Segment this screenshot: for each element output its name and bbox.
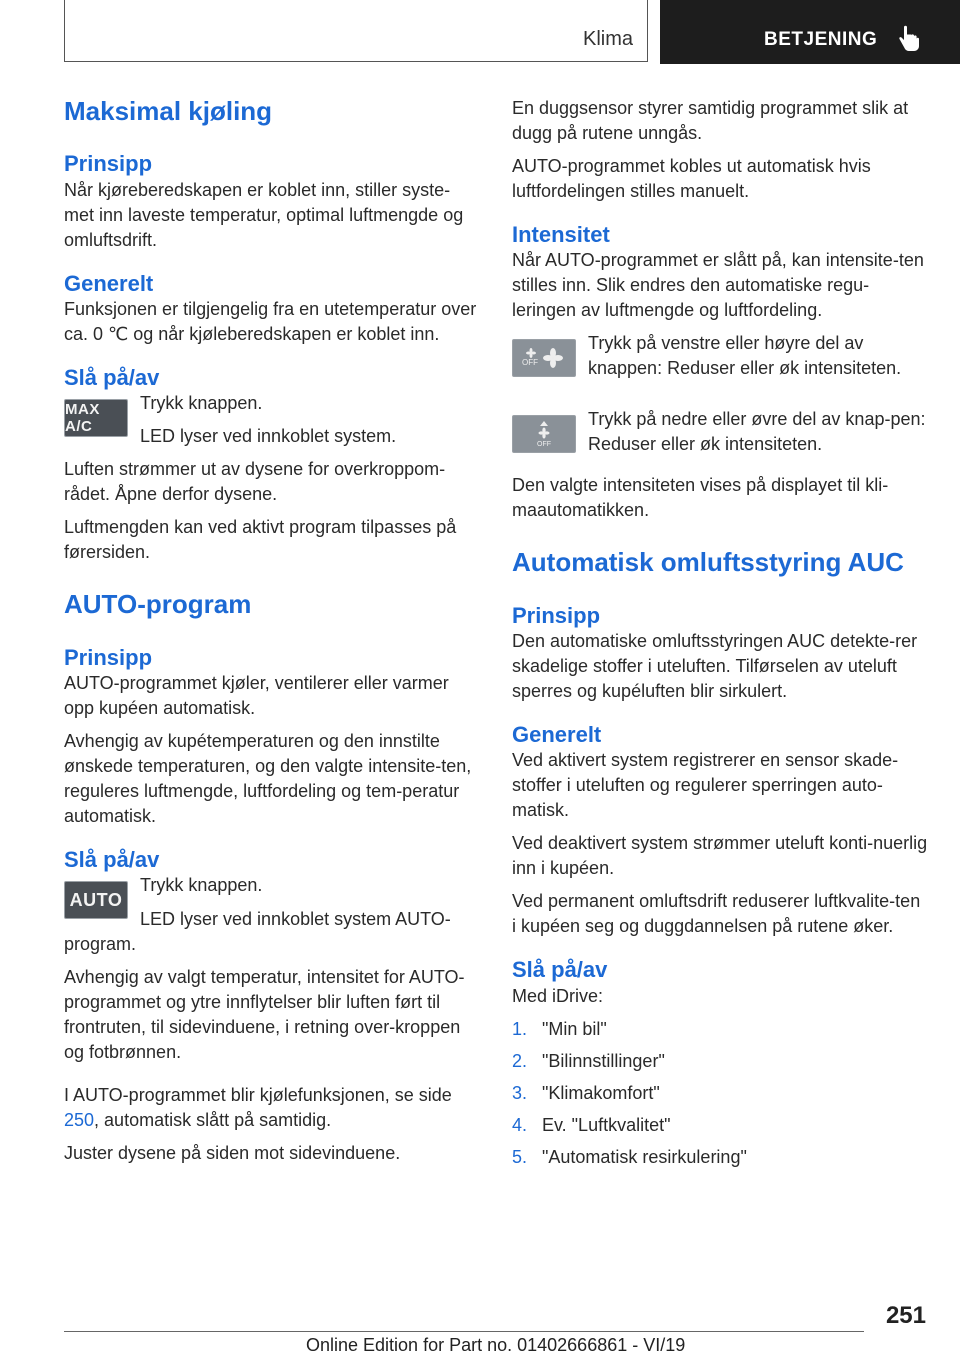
paragraph: Trykk på nedre eller øvre del av knap-pen: Reduser eller øk intensiteten.: [588, 409, 926, 455]
subheading-intensitet: Intensitet: [512, 222, 610, 247]
paragraph: Avhengig av valgt temperatur, intensitet for AUTO-programmet og ytre innflytelser blir luften ført til frontruten, til sidevinduene, i retning over-kroppen og fotbrønnen.: [64, 967, 465, 1063]
footer-divider: [64, 1331, 864, 1332]
subheading-slaa-paa-av: Slå på/av: [64, 846, 160, 872]
paragraph: Funksjonen er tilgjengelig fra en utetemperatur over ca. 0 ℃ og når kjøleberedskapen er koblet inn.: [64, 298, 477, 344]
step-number: 5.: [512, 1146, 528, 1167]
paragraph: Avhengig av kupétemperaturen og den innstilte ønskede temperaturen, og den valgte intensite-ten, reguleres luftmengde, luftfordeling og tem-peratur automatisk.: [64, 730, 472, 826]
paragraph: AUTO-programmet kobles ut automatisk hvis luftfordelingen stilles manuelt.: [512, 156, 871, 201]
auto-button-icon: [64, 881, 128, 919]
step-number: 3.: [512, 1082, 528, 1103]
subheading-prinsipp: Prinsipp: [64, 644, 153, 670]
left-column: [64, 96, 478, 1166]
list-item: [512, 1113, 928, 1138]
chapter-title: BETJENING: [764, 29, 878, 50]
paragraph: Når AUTO-programmet er slått på, kan intensite-ten stilles inn. Slik endres den automatiske regu-leringen av luftmengde og luftfordeling.: [512, 250, 924, 321]
paragraph: Luften strømmer ut av dysene for overkroppom-rådet. Åpne derfor dysene.: [64, 459, 446, 505]
step-text: "Automatisk resirkulering": [542, 1146, 747, 1167]
paragraph: Ved permanent omluftsdrift reduserer luftkvalite-ten i kupéen seg og duggdannelsen på rutene øker.: [512, 891, 921, 937]
header-chapter-tab[interactable]: [660, 0, 960, 64]
subheading-generelt: Generelt: [64, 270, 154, 296]
subheading-prinsipp: Prinsipp: [512, 602, 601, 628]
header-section-box: [64, 0, 648, 62]
max-ac-button-label: MAX A/C: [65, 401, 100, 436]
text: , automatisk slått på samtidig.: [94, 1110, 332, 1131]
subheading-slaa-paa-av: Slå på/av: [64, 364, 160, 390]
paragraph: Ved deaktivert system strømmer uteluft konti-nuerlig inn i kupéen.: [512, 833, 928, 879]
off-text: OFF: [537, 441, 551, 449]
paragraph: AUTO-programmet kjøler, ventilerer eller varmer opp kupéen automatisk.: [64, 672, 449, 718]
fan-intensity-icon: [519, 345, 569, 371]
paragraph: Trykk på venstre eller høyre del av knappen: Reduser eller øk intensiteten.: [588, 333, 902, 379]
fan-intensity-button-icon: [512, 339, 576, 377]
section-heading-maksimal-kjoling: Maksimal kjøling: [64, 96, 273, 126]
list-item: [512, 1049, 928, 1074]
text: I AUTO-programmet blir kjølefunksjonen, se side: [64, 1085, 452, 1106]
updown-intensity-button-icon: [512, 415, 576, 453]
subheading-prinsipp: Prinsipp: [64, 151, 153, 177]
paragraph: Den automatiske omluftsstyringen AUC detekte-rer skadelige stoffer i uteluften. Tilførselen av uteluft sperres og kupéluften blir sirkulert.: [512, 630, 918, 701]
paragraph: Ved aktivert system registrerer en sensor skade-stoffer i uteluften og regulerer sperringen auto-matisk.: [512, 750, 899, 821]
max-ac-button-icon: [64, 399, 128, 437]
right-column: [512, 96, 928, 1177]
paragraph: LED lyser ved innkoblet system.: [140, 426, 397, 447]
list-item: [512, 1081, 928, 1106]
paragraph: Med iDrive:: [512, 985, 604, 1006]
auto-button-label: AUTO: [69, 889, 123, 910]
subheading-generelt: Generelt: [512, 721, 602, 747]
paragraph: Trykk knappen.: [140, 875, 263, 896]
paragraph: En duggsensor styrer samtidig programmet slik at dugg på rutene unngås.: [512, 98, 909, 143]
button-instruction-updown: [512, 407, 928, 465]
off-text: OFF: [522, 358, 538, 368]
button-instruction-fan: [512, 331, 928, 389]
step-number: 1.: [512, 1018, 528, 1039]
idrive-steps-list: [512, 1017, 928, 1170]
updown-intensity-icon: [524, 419, 564, 449]
paragraph: Når kjøreberedskapen er koblet inn, stiller syste-met inn laveste temperatur, optimal luftmengde og omluftsdrift.: [64, 179, 464, 250]
paragraph: Luftmengden kan ved aktivt program tilpasses på førersiden.: [64, 517, 457, 563]
button-instruction-maxac: [64, 391, 478, 449]
step-number: 4.: [512, 1114, 528, 1135]
subheading-slaa-paa-av: Slå på/av: [512, 957, 608, 983]
paragraph: Trykk knappen.: [140, 393, 263, 414]
step-number: 2.: [512, 1050, 528, 1071]
step-text: "Bilinnstillinger": [542, 1050, 665, 1071]
step-text: "Min bil": [542, 1018, 607, 1039]
section-title: Klima: [582, 28, 633, 50]
paragraph: Den valgte intensiteten vises på displayet til kli-maautomatikken.: [512, 475, 889, 521]
paragraph: Juster dysene på siden mot sidevinduene.: [64, 1143, 401, 1164]
list-item: [512, 1017, 928, 1042]
step-text: "Klimakomfort": [542, 1082, 660, 1103]
step-text: Ev. "Luftkvalitet": [542, 1114, 671, 1135]
page-link[interactable]: 250: [64, 1110, 95, 1131]
paragraph: LED lyser ved innkoblet system AUTO-program.: [64, 909, 451, 955]
section-heading-auto-program: AUTO-program: [64, 589, 252, 620]
button-instruction-auto: [64, 873, 478, 931]
paragraph-with-link: [64, 1083, 478, 1133]
list-item: [512, 1145, 928, 1170]
hand-pointer-icon: [896, 25, 922, 53]
footer-edition: Online Edition for Part no. 01402666861 - VI/19: [306, 1335, 686, 1355]
section-heading-auc: Automatisk omluftsstyring AUC: [512, 547, 904, 578]
page-number: 251: [885, 1302, 926, 1329]
